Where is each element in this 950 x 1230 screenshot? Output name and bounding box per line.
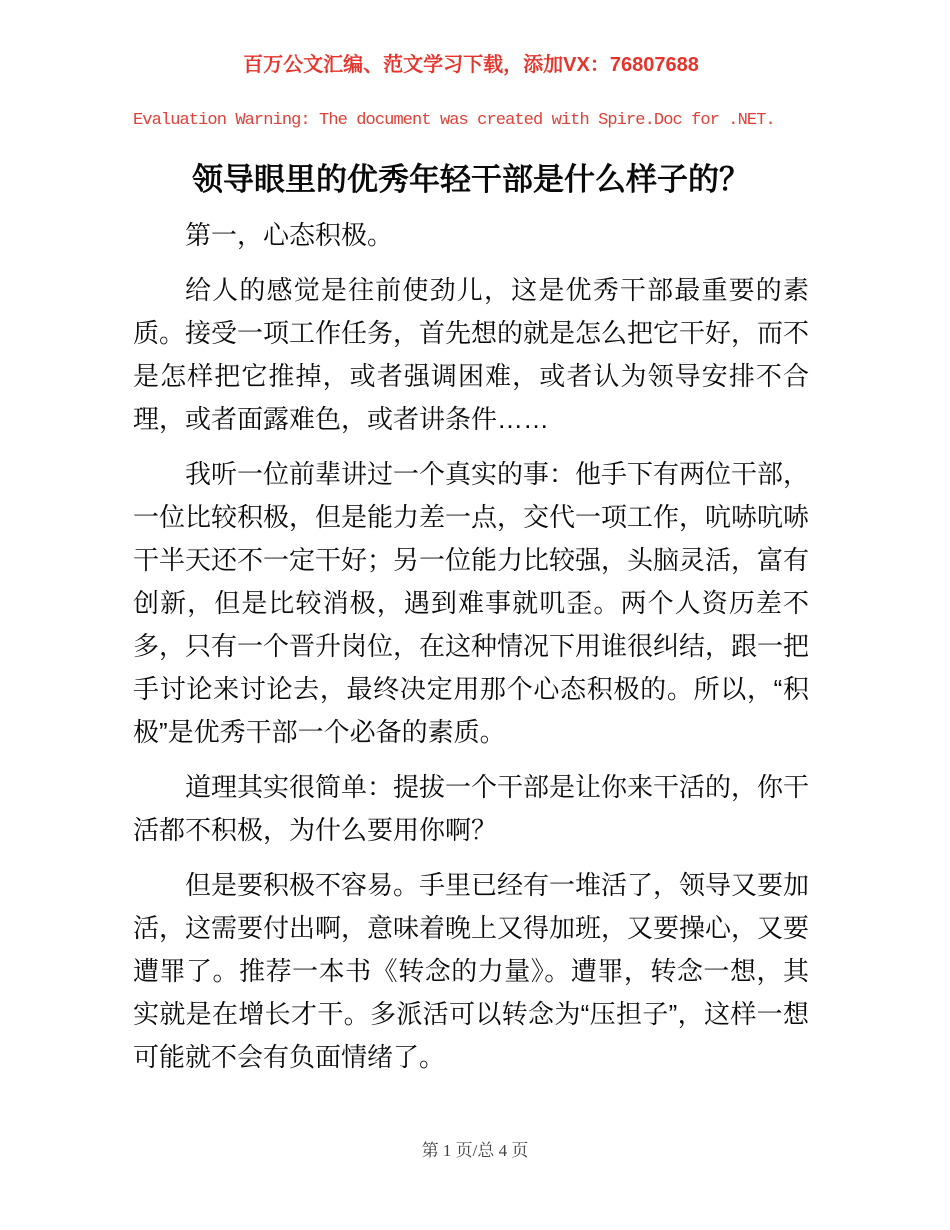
page-title: 领导眼里的优秀年轻干部是什么样子的？ [192,162,750,197]
evaluation-warning: Evaluation Warning: The document was created with Spire.Doc for .NET. [133,111,775,130]
paragraph: 道理其实很简单：提拔一个干部是让你来干活的，你干活都不积极，为什么要用你啊？ [133,772,810,845]
paragraph: 但是要积极不容易。手里已经有一堆活了，领导又要加活，这需要付出啊，意味着晚上又得加班，又要操心，又要遭罪了。推荐一本书《转念的力量》。遭罪，转念一想，其实就是在增长才干。多派活可以转念为“压担子”，这样一想可能就不会有负面情绪了。 [133,870,810,1072]
document-body [133,214,809,1079]
paragraph: 给人的感觉是往前使劲儿，这是优秀干部最重要的素质。接受一项工作任务，首先想的就是怎么把它干好，而不是怎样把它推掉，或者强调困难，或者认为领导安排不合理，或者面露难色，或者讲条件…… [133,275,810,434]
page-footer: 第 1 页/总 4 页 [421,1141,529,1160]
promo-header: 百万公文汇编、范文学习下载，添加VX：76807688 [243,54,699,76]
paragraph: 第一，心态积极。 [185,220,394,250]
paragraph: 我听一位前辈讲过一个真实的事：他手下有两位干部，一位比较积极，但是能力差一点，交代一项工作，吭哧吭哧干半天还不一定干好；另一位能力比较强，头脑灵活，富有创新，但是比较消极，遇到难事就叽歪。两个人资历差不多，只有一个晋升岗位，在这种情况下用谁很纠结，跟一把手讨论来讨论去，最终决定用那个心态积极的。所以，“积极”是优秀干部一个必备的素质。 [133,459,810,747]
